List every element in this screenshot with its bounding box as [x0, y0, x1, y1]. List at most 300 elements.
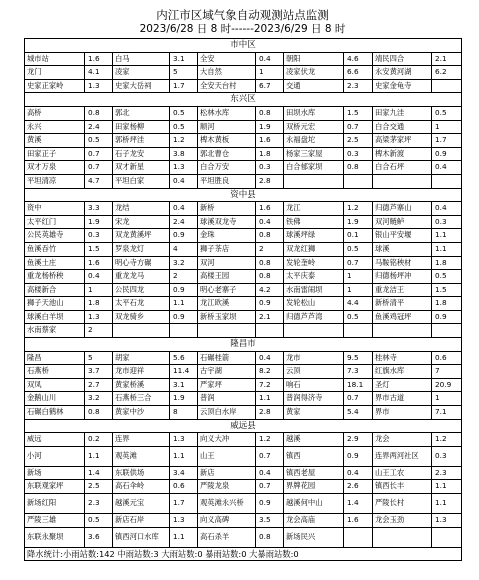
rainfall-value: 1.8	[85, 297, 113, 311]
rainfall-value: 2.5	[85, 480, 113, 494]
station-row	[25, 202, 462, 216]
rainfall-value: 4.2	[256, 283, 284, 297]
rainfall-value: 0.8	[344, 161, 373, 175]
section-name: 市中区	[25, 39, 462, 53]
station-name: 永兴	[25, 120, 85, 134]
station-name: 平坦清凉	[25, 174, 85, 188]
station-name: 归德杨坪冲	[373, 270, 432, 284]
rainfall-value: 0.8	[85, 406, 113, 420]
rainfall-value: 2.9	[344, 433, 373, 447]
station-name: 镇西河口水库	[113, 527, 170, 547]
rainfall-value: 2.8	[256, 174, 284, 188]
station-name: 郭桥坪洼	[113, 134, 170, 148]
station-name: 靖民四合	[373, 52, 432, 66]
section-header	[25, 419, 462, 433]
station-name: 双河鲢鲈	[373, 215, 432, 229]
rainfall-value: 1.1	[170, 446, 198, 466]
rainfall-value: 3.2	[170, 256, 198, 270]
rainfall-value: 0.3	[432, 446, 462, 466]
rainfall-value: 0.3	[344, 147, 373, 161]
station-row	[25, 365, 462, 379]
station-name: 球溪双龙寺	[198, 215, 256, 229]
rainfall-value: 2.5	[344, 134, 373, 148]
rainfall-value: 7.2	[256, 378, 284, 392]
rainfall-value: 0.9	[256, 494, 284, 514]
station-name: 严家坪	[198, 378, 256, 392]
station-name: 山王	[198, 446, 256, 466]
station-name: 新场	[25, 466, 85, 480]
rainfall-value: 2.8	[256, 406, 284, 420]
station-name: 杨家三家屋	[284, 147, 344, 161]
rainfall-value: 1.5	[432, 283, 462, 297]
station-name	[373, 527, 432, 547]
rainfall-value: 1	[344, 270, 373, 284]
station-name: 朝阳	[284, 52, 344, 66]
station-name: 桂林寺	[373, 351, 432, 365]
station-name: 威远	[25, 433, 85, 447]
rainfall-value: 9.5	[344, 351, 373, 365]
rainfall-value: 1	[432, 392, 462, 406]
station-name: 龙江	[284, 202, 344, 216]
station-name: 观英滩	[113, 446, 170, 466]
station-row	[25, 297, 462, 311]
rainfall-value: 1.7	[170, 494, 198, 514]
rainfall-value: 3.4	[170, 466, 198, 480]
rainfall-value: 0.5	[85, 514, 113, 528]
station-name: 永福盘坨	[284, 134, 344, 148]
station-row	[25, 406, 462, 420]
station-name: 双凤	[25, 378, 85, 392]
rainfall-value: 1	[85, 283, 113, 297]
station-name: 球溪坪绿	[284, 229, 344, 243]
station-name	[373, 324, 432, 338]
station-name: 龙门	[25, 66, 85, 80]
rainfall-value: 1.3	[170, 514, 198, 528]
rainfall-value: 1.2	[256, 433, 284, 447]
station-name: 松林水库	[198, 106, 256, 120]
rainfall-value: 0.5	[85, 134, 113, 148]
section-header	[25, 39, 462, 53]
station-name	[284, 324, 344, 338]
station-name: 发轮松山	[284, 297, 344, 311]
station-name: 云顶	[284, 365, 344, 379]
rainfall-value: 6.6	[344, 66, 373, 80]
station-name: 东联供场	[113, 466, 170, 480]
station-name: 高石杀羊	[198, 527, 256, 547]
station-name: 田坝水库	[284, 106, 344, 120]
station-row	[25, 52, 462, 66]
station-name: 镇西老屋	[284, 466, 344, 480]
rainfall-value: 1.1	[432, 242, 462, 256]
rainfall-value: 0.7	[344, 120, 373, 134]
rainfall-value: 3.3	[85, 202, 113, 216]
rainfall-value: 1.3	[85, 79, 113, 93]
station-name: 双河	[198, 256, 256, 270]
rainfall-value: 0.6	[170, 480, 198, 494]
rainfall-value: 11.4	[170, 365, 198, 379]
rainfall-value: 7.1	[432, 406, 462, 420]
station-name: 云顶白水岸	[198, 406, 256, 420]
station-name: 高楼新合	[25, 283, 85, 297]
rainfall-value: 1	[344, 283, 373, 297]
station-name: 铁佛	[284, 215, 344, 229]
station-name: 狮子天池山	[25, 297, 85, 311]
station-name: 黄家中沙	[113, 406, 170, 420]
rainfall-value: 1.6	[85, 256, 113, 270]
station-row	[25, 256, 462, 270]
rainfall-value: 1.6	[85, 52, 113, 66]
station-row	[25, 66, 462, 80]
rainfall-value: 1.2	[344, 202, 373, 216]
rainfall-value: 0.5	[432, 270, 462, 284]
station-row	[25, 161, 462, 175]
rainfall-value: 0.4	[170, 202, 198, 216]
rainfall-value: 0.4	[170, 174, 198, 188]
station-row	[25, 466, 462, 480]
station-name: 龙会高庙	[284, 514, 344, 528]
rainfall-value: 1.1	[256, 392, 284, 406]
rainfall-value: 5.4	[344, 406, 373, 420]
station-name: 鱼溪吞竹	[25, 242, 85, 256]
station-name: 白马	[113, 52, 170, 66]
rainfall-value: 2.3	[432, 466, 462, 480]
station-name: 球溪	[373, 242, 432, 256]
rainfall-value: 1.9	[85, 215, 113, 229]
rainfall-value: 4.4	[344, 297, 373, 311]
station-name: 发轮奎岭	[284, 256, 344, 270]
station-table	[24, 38, 462, 561]
station-name: 大自然	[198, 66, 256, 80]
station-name: 龙江欧溪	[198, 297, 256, 311]
rainfall-value: 0.8	[256, 256, 284, 270]
station-name: 明心寺方碾	[113, 256, 170, 270]
rainfall-value	[344, 174, 373, 188]
rainfall-value: 0.4	[256, 52, 284, 66]
station-name: 郭北曹仓	[198, 147, 256, 161]
station-name: 新桥清平	[373, 297, 432, 311]
station-name: 水南蔡家	[25, 324, 85, 338]
station-name: 高桥	[25, 106, 85, 120]
rainfall-value: 0.8	[85, 106, 113, 120]
station-name: 黄家桥溪	[113, 378, 170, 392]
rainfall-value: 0.3	[432, 215, 462, 229]
station-name: 越溪何中山	[284, 494, 344, 514]
station-name: 东联观家坪	[25, 480, 85, 494]
rainfall-value: 1.1	[170, 297, 198, 311]
rainfall-value: 8.2	[256, 365, 284, 379]
rainfall-value: 1.4	[85, 466, 113, 480]
station-name: 白合石坪	[373, 161, 432, 175]
station-name: 界牌花园	[284, 480, 344, 494]
station-row	[25, 283, 462, 297]
station-name: 龙市迎祥	[113, 365, 170, 379]
rainfall-value: 3.7	[85, 365, 113, 379]
rainfall-value: 5.6	[170, 351, 198, 365]
station-name: 重龙洁王	[373, 283, 432, 297]
station-name: 严陵龙泉	[198, 480, 256, 494]
station-name: 黄家	[284, 406, 344, 420]
station-row	[25, 174, 462, 188]
rainfall-value: 3.1	[170, 52, 198, 66]
station-name: 越溪元宝	[113, 494, 170, 514]
rainfall-value: 0.5	[170, 106, 198, 120]
station-name: 镇西长丰	[373, 480, 432, 494]
rainfall-value: 0.7	[85, 161, 113, 175]
rainfall-value: 2	[85, 324, 113, 338]
station-name: 交通	[284, 79, 344, 93]
rainfall-value: 3.1	[170, 378, 198, 392]
station-name: 龙会	[373, 433, 432, 447]
station-name: 明心老寨子	[198, 283, 256, 297]
rainfall-value: 1.4	[344, 494, 373, 514]
station-name: 越溪	[284, 433, 344, 447]
rainfall-value: 1.3	[170, 161, 198, 175]
rainfall-value: 0.4	[344, 466, 373, 480]
station-name: 新场民兴	[284, 527, 344, 547]
station-name: 椑木新渡	[373, 147, 432, 161]
rainfall-value: 2.4	[85, 120, 113, 134]
rainfall-value	[344, 527, 373, 547]
rainfall-value: 3.6	[85, 527, 113, 547]
rainfall-value: 0.4	[432, 202, 462, 216]
station-name: 凌家	[113, 66, 170, 80]
rainfall-value: 1.1	[432, 229, 462, 243]
rainfall-value: 1.9	[344, 215, 373, 229]
station-name: 太平庆泰	[284, 270, 344, 284]
station-name: 白合万安	[198, 161, 256, 175]
station-name: 新场红阳	[25, 494, 85, 514]
rainfall-value: 0.8	[256, 106, 284, 120]
rainfall-value: 0.3	[256, 161, 284, 175]
rainfall-value	[344, 324, 373, 338]
rainfall-value: 0.1	[344, 229, 373, 243]
rainfall-value: 0.5	[344, 310, 373, 324]
station-name: 资中	[25, 202, 85, 216]
station-name: 高梁茅家坪	[373, 134, 432, 148]
rainfall-value: 1.7	[170, 79, 198, 93]
station-row	[25, 79, 462, 93]
rainfall-value: 4.1	[85, 66, 113, 80]
rainfall-value: 0.5	[432, 106, 462, 120]
station-name: 镇西	[284, 446, 344, 466]
page-subtitle: 2023/6/28 日 8 时------2023/6/29 日 8 时	[139, 23, 346, 35]
station-name	[284, 174, 344, 188]
station-name: 田家九洼	[373, 106, 432, 120]
rainfall-value: 1.5	[344, 106, 373, 120]
rainfall-value: 2.3	[85, 494, 113, 514]
station-name: 石碾桂箭	[198, 351, 256, 365]
rainfall-value: 1.6	[344, 514, 373, 528]
station-name: 球溪白羊坝	[25, 310, 85, 324]
station-row	[25, 527, 462, 547]
rainfall-value: 1.1	[432, 480, 462, 494]
station-name: 史家正家岭	[25, 79, 85, 93]
rainfall-value: 0.9	[432, 147, 462, 161]
rainfall-value: 0.9	[344, 446, 373, 466]
station-row	[25, 147, 462, 161]
rainfall-value: 2.7	[85, 378, 113, 392]
station-name: 全安天台村	[198, 79, 256, 93]
station-name: 双龙黄溪坪	[113, 229, 170, 243]
station-name: 龙结	[113, 202, 170, 216]
rainfall-value: 2	[170, 270, 198, 284]
station-name: 新店	[198, 466, 256, 480]
station-name: 罗泉龙灯	[113, 242, 170, 256]
station-row	[25, 494, 462, 514]
station-row	[25, 324, 462, 338]
rainfall-value: 4.7	[85, 174, 113, 188]
rainfall-value: 1.1	[170, 527, 198, 547]
rainfall-value: 1.1	[432, 494, 462, 514]
station-name: 连界	[113, 433, 170, 447]
station-name: 双才新星	[113, 161, 170, 175]
station-name: 古宇湖	[198, 365, 256, 379]
rainfall-value: 2	[256, 242, 284, 256]
section-name: 东兴区	[25, 93, 462, 107]
rainfall-value: 1.7	[432, 134, 462, 148]
rainfall-value: 0.8	[256, 229, 284, 243]
station-name: 双才万泉	[25, 161, 85, 175]
station-name: 高石伞岭	[113, 480, 170, 494]
rain-summary: 降水统计:小雨站数:142 中雨站数:3 大雨站数:0 暴雨站数:0 大暴雨站数:0	[25, 547, 462, 561]
station-row	[25, 351, 462, 365]
station-name: 银山平安堰	[373, 229, 432, 243]
rainfall-value: 0.9	[170, 310, 198, 324]
rainfall-value: 6.7	[256, 79, 284, 93]
station-name: 新桥玉家坝	[198, 310, 256, 324]
station-name: 界市古道	[373, 392, 432, 406]
station-row	[25, 480, 462, 494]
section-header	[25, 188, 462, 202]
station-name: 狮子茶店	[198, 242, 256, 256]
station-name: 太平石龙	[113, 297, 170, 311]
station-name: 凌家伏龙	[284, 66, 344, 80]
rainfall-value: 0.5	[170, 120, 198, 134]
rainfall-value	[432, 174, 462, 188]
station-name: 石燕桥	[25, 365, 85, 379]
station-name: 胡家	[113, 351, 170, 365]
rainfall-value: 3.8	[170, 147, 198, 161]
rainfall-value: 0.4	[432, 161, 462, 175]
rainfall-value: 2.3	[344, 79, 373, 93]
station-row	[25, 229, 462, 243]
rainfall-value: 3.5	[256, 514, 284, 528]
section-name: 威远县	[25, 419, 462, 433]
station-name: 马鞍铭秧材	[373, 256, 432, 270]
station-name: 重龙杨桥秧	[25, 270, 85, 284]
rainfall-value: 1.3	[170, 433, 198, 447]
station-name: 隆昌	[25, 351, 85, 365]
section-header	[25, 338, 462, 352]
rainfall-value: 2.6	[344, 480, 373, 494]
station-name: 圣灯	[373, 378, 432, 392]
station-name: 龙会玉劲	[373, 514, 432, 528]
rainfall-value: 1.9	[256, 120, 284, 134]
station-name: 双龙红狮	[284, 242, 344, 256]
station-name: 田家正子	[25, 147, 85, 161]
station-row	[25, 378, 462, 392]
footer-row	[25, 547, 462, 561]
rainfall-value	[432, 79, 462, 93]
rainfall-value: 1.8	[432, 256, 462, 270]
station-row	[25, 446, 462, 466]
station-name: 鱼溪鸡冠坪	[373, 310, 432, 324]
rainfall-value: 0.2	[85, 433, 113, 447]
station-name: 永安黄河湖	[373, 66, 432, 80]
station-row	[25, 310, 462, 324]
rainfall-value: 1.6	[256, 202, 284, 216]
rainfall-value	[256, 324, 284, 338]
station-name	[113, 324, 170, 338]
rainfall-value: 0.3	[85, 229, 113, 243]
rainfall-value: 0.9	[432, 310, 462, 324]
station-name: 白合郁家坝	[284, 161, 344, 175]
rainfall-value: 6.2	[432, 66, 462, 80]
station-name: 石碾白鹤林	[25, 406, 85, 420]
rainfall-value: 0.8	[256, 527, 284, 547]
rainfall-value	[170, 324, 198, 338]
rainfall-value: 0.6	[432, 351, 462, 365]
rainfall-value: 1.5	[85, 242, 113, 256]
station-name: 金珠	[198, 229, 256, 243]
rainfall-value: 0.4	[256, 215, 284, 229]
rainfall-value: 0.4	[256, 351, 284, 365]
station-row	[25, 106, 462, 120]
rainfall-value: 1	[432, 120, 462, 134]
rainfall-value: 0.7	[256, 480, 284, 494]
rainfall-value: 1.8	[432, 297, 462, 311]
rainfall-value: 0.9	[170, 283, 198, 297]
station-name: 史家金龟寺	[373, 79, 432, 93]
rainfall-value: 0.5	[344, 242, 373, 256]
station-name: 新桥	[198, 202, 256, 216]
station-name: 高楼王园	[198, 270, 256, 284]
station-row	[25, 514, 462, 528]
station-row	[25, 270, 462, 284]
station-name: 宋龙	[113, 215, 170, 229]
rainfall-value: 8	[170, 406, 198, 420]
station-name: 金鹅山川	[25, 392, 85, 406]
station-row	[25, 433, 462, 447]
station-name: 史家大岳祠	[113, 79, 170, 93]
rainfall-value: 1.3	[432, 514, 462, 528]
station-name: 平坦胜良	[198, 174, 256, 188]
rainfall-value: 0.4	[256, 466, 284, 480]
station-name: 观英滩永兴桥	[198, 494, 256, 514]
rainfall-value: 1.3	[85, 310, 113, 324]
station-name: 红旗水库	[373, 365, 432, 379]
station-name: 东联永聚坝	[25, 527, 85, 547]
section-name: 隆昌市	[25, 338, 462, 352]
rainfall-value: 1.6	[256, 134, 284, 148]
station-name: 重龙龙马	[113, 270, 170, 284]
station-name: 平坦白家	[113, 174, 170, 188]
rainfall-value: 1.2	[432, 433, 462, 447]
rainfall-value: 20.9	[432, 378, 462, 392]
rainfall-value: 7	[432, 365, 462, 379]
rainfall-value	[432, 324, 462, 338]
rainfall-value: 1	[256, 66, 284, 80]
station-name: 双桥元宏	[284, 120, 344, 134]
rainfall-value: 18.1	[344, 378, 373, 392]
station-name: 公民四龙	[113, 283, 170, 297]
station-name	[373, 174, 432, 188]
station-name: 连界两河社区	[373, 446, 432, 466]
section-name: 资中县	[25, 188, 462, 202]
station-row	[25, 392, 462, 406]
station-name: 椑木黄板	[198, 134, 256, 148]
station-name: 白合交通	[373, 120, 432, 134]
